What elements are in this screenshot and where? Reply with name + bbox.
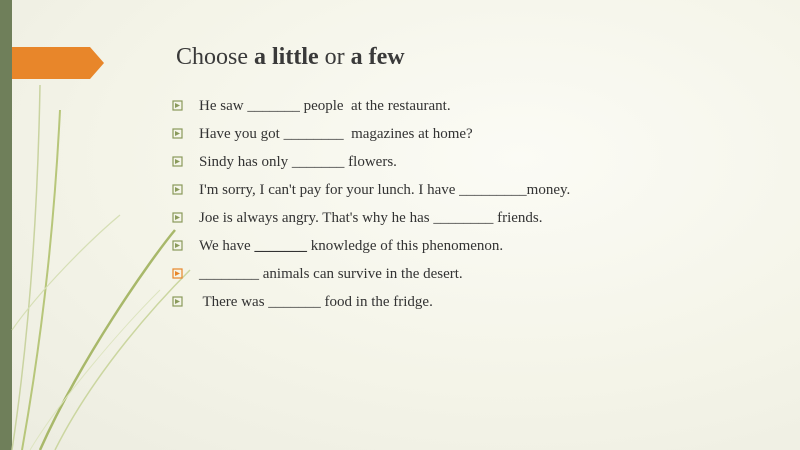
- exercise-item-4: [172, 180, 571, 208]
- exercise-item-8: [172, 292, 433, 320]
- slide-title: [176, 44, 405, 71]
- exercise-item-3: [172, 152, 397, 180]
- exercise-text: Sindy has only _______ flowers.: [199, 154, 397, 170]
- exercise-text: [199, 236, 503, 256]
- arrow-bullet-icon: [172, 128, 183, 139]
- title-accent-tab: [12, 47, 104, 79]
- title-option-a-few: a few: [350, 44, 405, 70]
- exercise-text: Have you got ________ magazines at home?: [199, 126, 473, 142]
- arrow-bullet-icon: [172, 156, 183, 167]
- arrow-bullet-icon: [172, 268, 183, 279]
- text-after-blank: knowledge of this phenomenon.: [306, 238, 504, 254]
- exercise-item-6: [172, 236, 504, 264]
- arrow-bullet-icon: [172, 240, 183, 251]
- exercise-text: He saw _______ people at the restaurant.: [199, 98, 451, 114]
- exercise-text: Joe is always angry. That's why he has ________ friends.: [199, 210, 543, 226]
- exercise-text: ________ animals can survive in the desert.: [199, 266, 463, 282]
- exercise-item-1: [172, 96, 451, 124]
- exercise-text: There was _______ food in the fridge.: [199, 294, 433, 310]
- title-mid: or: [318, 44, 351, 70]
- title-prefix: Choose: [176, 44, 254, 70]
- arrow-bullet-icon: [172, 184, 183, 195]
- underlined-blank: _______: [254, 238, 307, 254]
- text-before-blank: We have: [199, 238, 255, 254]
- title-option-a-little: a little: [254, 44, 319, 70]
- arrow-bullet-icon: [172, 296, 183, 307]
- exercise-item-2: [172, 124, 473, 152]
- arrow-bullet-icon: [172, 212, 183, 223]
- exercise-list: [172, 96, 571, 320]
- arrow-bullet-icon: [172, 100, 183, 111]
- exercise-text: I'm sorry, I can't pay for your lunch. I have _________money.: [199, 182, 571, 198]
- exercise-item-7: [172, 264, 463, 292]
- exercise-item-5: [172, 208, 543, 236]
